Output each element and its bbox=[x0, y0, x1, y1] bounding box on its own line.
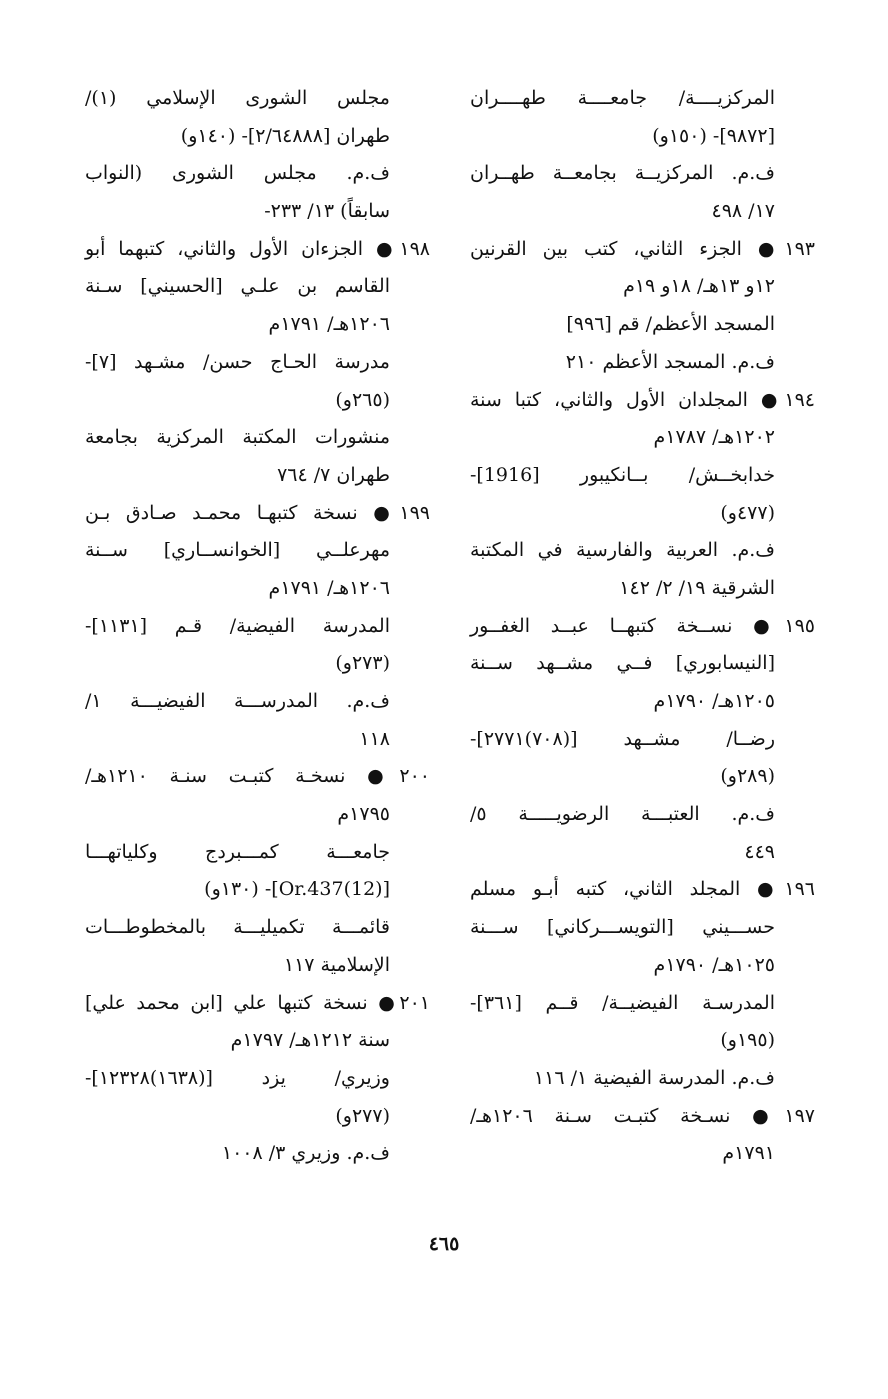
text-line: ١١٨ bbox=[359, 727, 390, 750]
text-line: [Or.437(12)]- (١٣٠و) bbox=[204, 878, 390, 901]
left-column bbox=[85, 80, 430, 1173]
text-line: وزيري/ يزد [(١٦٣٨)١٢٣٢٨]- bbox=[85, 1066, 390, 1089]
text-line: ١٢٠٦هـ/ ١٧٩١م bbox=[268, 576, 390, 599]
text-line: ١٢٠٢هـ/ ١٧٨٧م bbox=[653, 426, 775, 449]
text-line: حســـيني [التويســـركاني] ســـنة bbox=[470, 916, 775, 939]
text-line: ف.م. المسجد الأعظم ٢١٠ bbox=[565, 350, 775, 373]
text-line: [النيسابوري] فــي مشــهد ســنة bbox=[470, 652, 775, 675]
text-line: رضــا/ مشــهد [(٧٠٨)٢٧٧١]- bbox=[470, 727, 775, 750]
page-number: ٤٦٥ bbox=[428, 1233, 460, 1255]
text-line: ١٢و ١٣هـ/ ١٨و ١٩م bbox=[623, 275, 775, 298]
text-line: ٢٠٠● نسخـة كتبـت سنـة ١٢١٠هـ/ bbox=[85, 765, 430, 788]
text-line: (٤٧٧و) bbox=[720, 501, 775, 524]
text-line: ف.م. مجلس الشورى (النواب bbox=[85, 162, 390, 185]
text-line: ف.م. المدرســـة الفيضيـــة ١/ bbox=[85, 690, 390, 712]
text-line: ١٩٤● المجلدان الأول والثاني، كتبا سنة bbox=[470, 388, 815, 411]
text-line: (١٩٥و) bbox=[720, 1029, 775, 1052]
text-line: ف.م. المدرسة الفيضية ١/ ١١٦ bbox=[533, 1066, 775, 1089]
text-line: ١٩٧● نسـخة كتبـت سـنة ١٢٠٦هـ/ bbox=[470, 1104, 815, 1127]
text-line: طهران ٧/ ٧٦٤ bbox=[277, 463, 390, 486]
text-line: ٢٠١● نسخة كتبها علي [ابن محمد علي] bbox=[85, 991, 430, 1014]
text-line: ١٧٩٥م bbox=[337, 803, 390, 826]
text-line: الإسلامية ١١٧ bbox=[283, 953, 390, 976]
text-line: طهران [٢/٦٤٨٨٨]- (١٤٠و) bbox=[180, 124, 390, 147]
text-line: ١٩٣● الجزء الثاني، كتب بين القرنين bbox=[470, 237, 815, 260]
text-line: القاسم بن علـي [الحسيني] سـنة bbox=[85, 275, 390, 298]
text-line: ١٧٩١م bbox=[722, 1142, 775, 1165]
text-line: خدابخــش/ بــانكيبور [1916]- bbox=[470, 463, 775, 486]
text-line: ف.م. وزيري ٣/ ١٠٠٨ bbox=[221, 1142, 390, 1165]
text-line: مهرعلــي [الخوانســاري] ســنة bbox=[85, 539, 390, 562]
text-line: (٢٧٧و) bbox=[335, 1104, 390, 1127]
text-line: (٢٦٥و) bbox=[335, 388, 390, 411]
text-line: ف.م. المركزيــة بجامعــة طهــران bbox=[470, 162, 775, 185]
text-line: ف.م. العربية والفارسية في المكتبة bbox=[470, 539, 775, 562]
text-line: ١٩٩● نسخة كتبهـا محمـد صـادق بـن bbox=[85, 501, 430, 524]
text-line: الشرقية ١٩/ ٢/ ١٤٢ bbox=[619, 576, 775, 599]
text-line: المدرسة الفيضية/ قـم [١١٣١]- bbox=[85, 614, 390, 637]
text-line: ١٩٥● نســخة كتبهــا عبــد الغفــور bbox=[470, 614, 815, 637]
text-line: ١٢٠٥هـ/ ١٧٩٠م bbox=[653, 690, 775, 712]
text-line: (٢٧٣و) bbox=[335, 652, 390, 675]
text-line: ١٩٨● الجزءان الأول والثاني، كتبهما أبو bbox=[85, 237, 430, 260]
text-line: ١٢٠٦هـ/ ١٧٩١م bbox=[268, 313, 390, 336]
text-line: المسجد الأعظم/ قم [٩٩٦] bbox=[566, 313, 775, 336]
text-line: ١٠٢٥هـ/ ١٧٩٠م bbox=[653, 953, 775, 976]
text-line: قائمـــة تكميليـــة بالمخطوطـــات bbox=[85, 916, 390, 939]
text-line: المدرسـة الفيضيــة/ قــم [٣٦١]- bbox=[470, 991, 775, 1014]
text-line: (٢٨٩و) bbox=[720, 765, 775, 788]
text-line: سابقاً) ١٣/ ٢٣٣- bbox=[264, 200, 390, 223]
text-line: مدرسة الحـاج حسن/ مشـهد [٧]- bbox=[85, 350, 390, 373]
text-line: ف.م. العتبـــة الرضويـــــة ٥/ bbox=[470, 803, 775, 826]
text-line: المركزيــــة/ جامعــــة طهــــران bbox=[470, 87, 775, 109]
right-column bbox=[470, 80, 815, 1173]
text-line: منشورات المكتبة المركزية بجامعة bbox=[85, 426, 390, 449]
text-line: سنة ١٢١٢هـ/ ١٧٩٧م bbox=[230, 1029, 390, 1052]
text-line: ١٩٦● المجلد الثاني، كتبه أبـو مسلم bbox=[470, 878, 815, 901]
text-line: ١٧/ ٤٩٨ bbox=[711, 200, 775, 223]
text-line: مجلس الشورى الإسلامي (١)/ bbox=[85, 87, 390, 109]
text-line: ٤٤٩ bbox=[744, 840, 775, 863]
text-line: جامعـــة كمـــبردج وكلياتهـــا bbox=[85, 840, 390, 863]
text-line: [٩٨٧٢]- (١٥٠و) bbox=[652, 124, 775, 147]
